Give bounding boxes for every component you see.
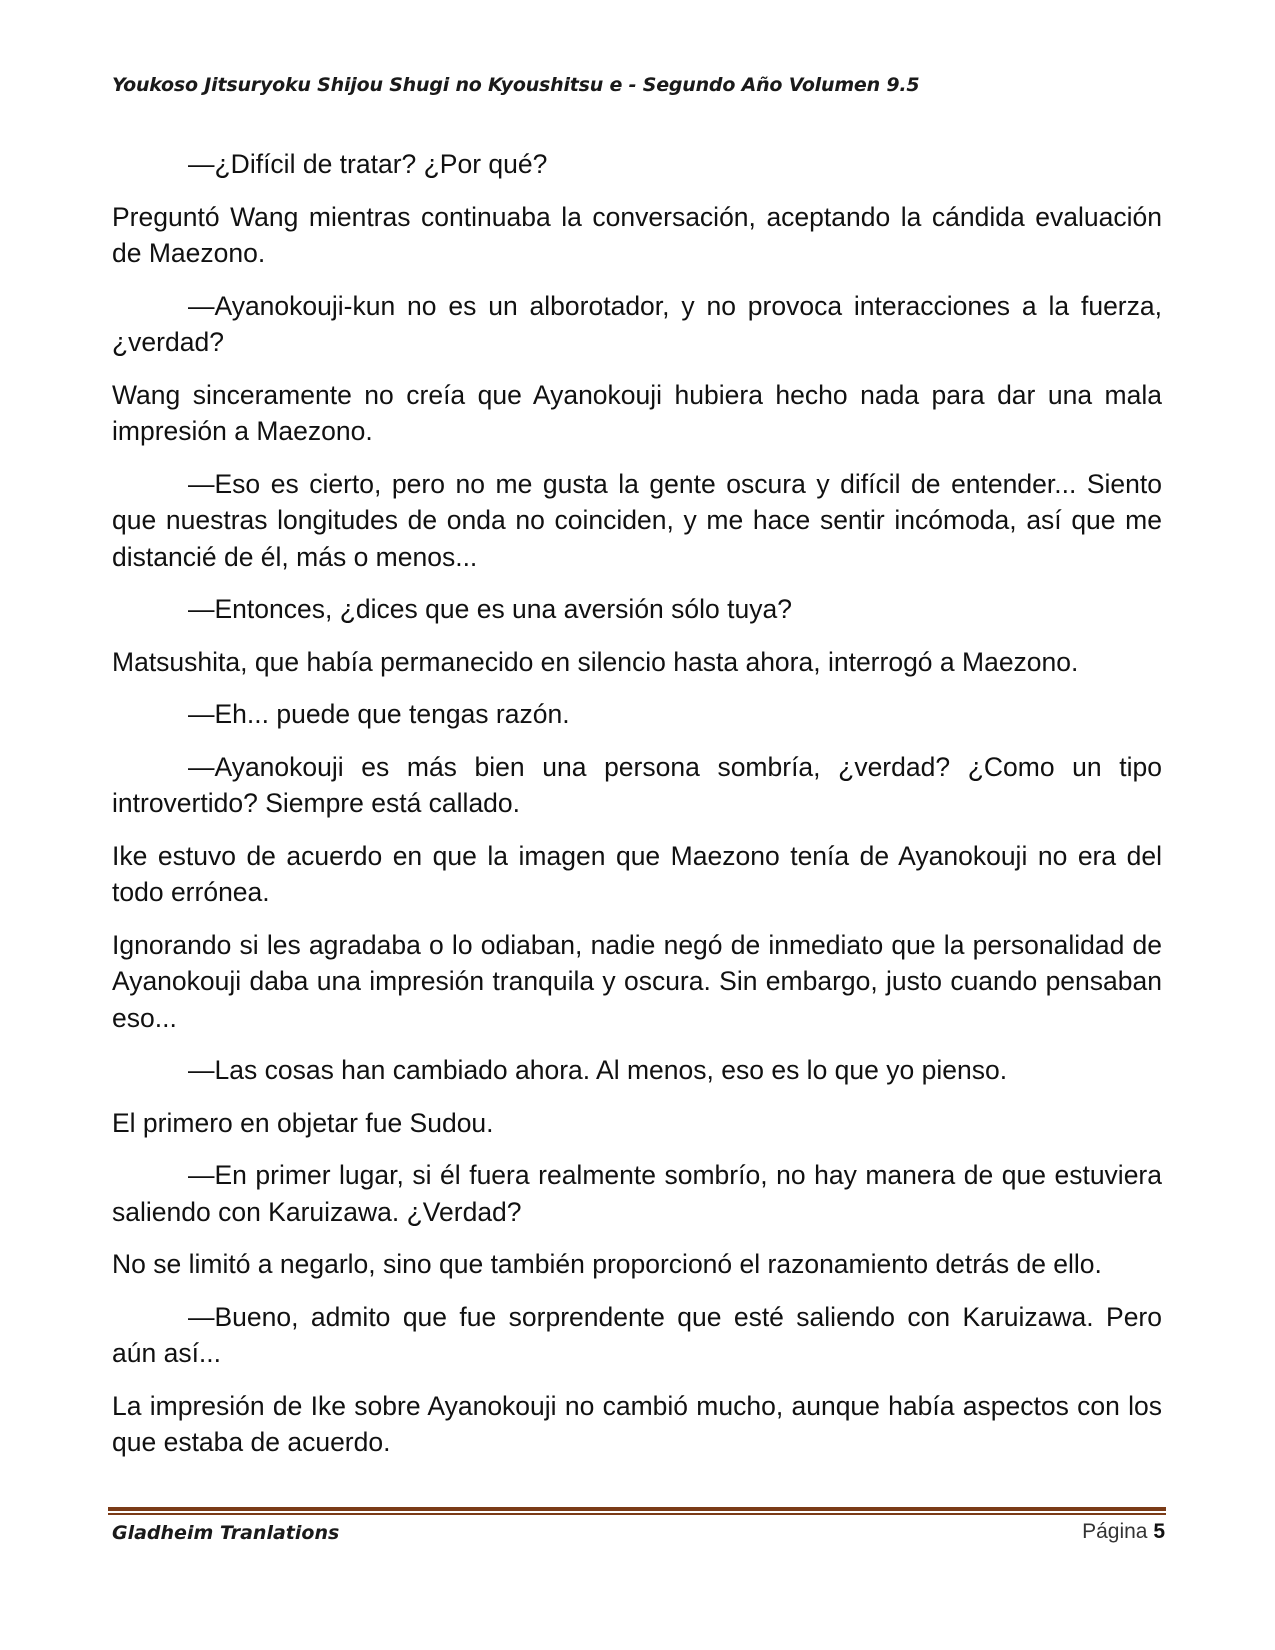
- paragraph-narration: Matsushita, que había permanecido en silencio hasta ahora, interrogó a Maezono.: [112, 646, 1079, 677]
- page-header-title: Youkoso Jitsuryoku Shijou Shugi no Kyoushitsu e - Segundo Año Volumen 9.5: [112, 74, 920, 96]
- paragraph-narration: Ignorando si les agradaba o lo odiaban, nadie negó de inmediato que la personalidad de Ayanokouji daba una impresión tranquila y oscura. Sin embargo, justo cuando pensaban eso...: [112, 929, 1162, 1033]
- paragraph-narration: Wang sinceramente no creía que Ayanokouji hubiera hecho nada para dar una mala impresión a Maezono.: [112, 379, 1162, 446]
- paragraph-narration: No se limitó a negarlo, sino que también proporcionó el razonamiento detrás de ello.: [112, 1249, 1102, 1279]
- paragraph-dialogue: —En primer lugar, si él fuera realmente sombrío, no hay manera de que estuviera saliendo con Karuizawa. ¿Verdad?: [112, 1160, 1162, 1227]
- footer-divider: [108, 1507, 1166, 1516]
- footer-page-indicator: [1082, 1520, 1165, 1544]
- page-label: Página: [1082, 1520, 1148, 1543]
- paragraph-narration: Ike estuvo de acuerdo en que la imagen que Maezono tenía de Ayanokouji no era del todo errónea.: [112, 840, 1162, 907]
- paragraph-dialogue: —Eh... puede que tengas razón.: [188, 699, 570, 729]
- paragraph-dialogue: —Entonces, ¿dices que es una aversión sólo tuya?: [188, 594, 792, 624]
- paragraph-dialogue: —Bueno, admito que fue sorprendente que esté saliendo con Karuizawa. Pero aún así...: [112, 1301, 1162, 1368]
- paragraph-narration: La impresión de Ike sobre Ayanokouji no cambió mucho, aunque había aspectos con los que estaba de acuerdo.: [112, 1390, 1162, 1457]
- paragraph-dialogue: —¿Difícil de tratar? ¿Por qué?: [188, 149, 548, 179]
- paragraph-dialogue: —Ayanokouji-kun no es un alborotador, y no provoca interacciones a la fuerza, ¿verdad?: [112, 290, 1162, 357]
- paragraph-narration: El primero en objetar fue Sudou.: [112, 1107, 494, 1138]
- paragraph-dialogue: —Las cosas han cambiado ahora. Al menos, eso es lo que yo pienso.: [188, 1055, 1008, 1085]
- paragraph-dialogue: —Ayanokouji es más bien una persona sombría, ¿verdad? ¿Como un tipo introvertido? Siempre está callado.: [112, 751, 1162, 818]
- paragraph-dialogue: —Eso es cierto, pero no me gusta la gente oscura y difícil de entender... Siento que nuestras longitudes de onda no coinciden, y me hace sentir incómoda, así que me distancié de él, más o menos...: [112, 468, 1162, 572]
- footer-divider-thick: [108, 1507, 1166, 1511]
- footer-divider-thin: [108, 1513, 1166, 1515]
- paragraph-narration: Preguntó Wang mientras continuaba la conversación, aceptando la cándida evaluación de Maezono.: [112, 201, 1162, 268]
- footer-translator: Gladheim Tranlations: [112, 1522, 340, 1544]
- body-text: [112, 146, 1162, 1477]
- page-number: 5: [1153, 1520, 1165, 1543]
